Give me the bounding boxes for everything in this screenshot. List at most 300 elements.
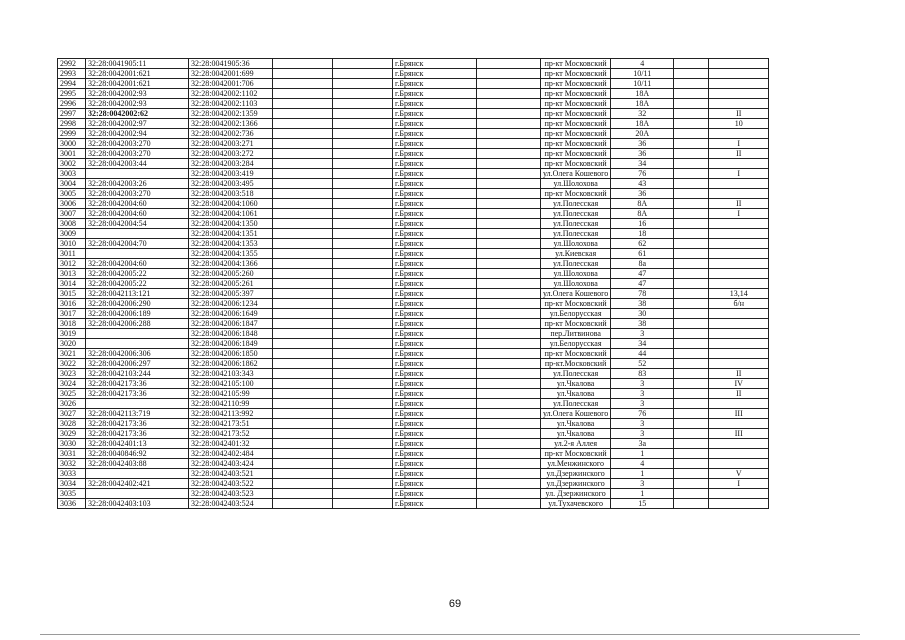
empty-cell bbox=[674, 179, 709, 189]
empty-cell bbox=[333, 469, 393, 479]
building-corpus-cell: II bbox=[709, 149, 769, 159]
empty-cell bbox=[674, 329, 709, 339]
table-row bbox=[58, 479, 769, 489]
empty-cell bbox=[273, 159, 333, 169]
street-cell: пр-кт Московский bbox=[541, 189, 611, 199]
empty-cell bbox=[674, 409, 709, 419]
house-number-cell: 3 bbox=[611, 379, 674, 389]
house-number-cell: 3 bbox=[611, 389, 674, 399]
table-row bbox=[58, 229, 769, 239]
empty-cell bbox=[477, 89, 541, 99]
building-corpus-cell bbox=[709, 79, 769, 89]
empty-cell bbox=[333, 199, 393, 209]
cadastral-parcel-cell: 32:28:0042173:36 bbox=[86, 419, 189, 429]
city-cell: г.Брянск bbox=[393, 249, 477, 259]
table-row bbox=[58, 459, 769, 469]
empty-cell bbox=[273, 169, 333, 179]
table-row bbox=[58, 239, 769, 249]
city-cell: г.Брянск bbox=[393, 439, 477, 449]
empty-cell bbox=[333, 169, 393, 179]
empty-cell bbox=[333, 459, 393, 469]
building-corpus-cell bbox=[709, 89, 769, 99]
house-number-cell: 4 bbox=[611, 459, 674, 469]
row-number-cell: 3011 bbox=[58, 249, 86, 259]
row-number-cell: 3015 bbox=[58, 289, 86, 299]
empty-cell bbox=[477, 199, 541, 209]
empty-cell bbox=[333, 489, 393, 499]
cadastral-building-cell: 32:28:0042004:1060 bbox=[189, 199, 273, 209]
empty-cell bbox=[273, 319, 333, 329]
street-cell: ул.Белорусская bbox=[541, 309, 611, 319]
cadastral-parcel-cell: 32:28:0042002:62 bbox=[86, 109, 189, 119]
city-cell: г.Брянск bbox=[393, 309, 477, 319]
cadastral-building-cell: 32:28:0042006:1848 bbox=[189, 329, 273, 339]
empty-cell bbox=[273, 429, 333, 439]
table-row bbox=[58, 409, 769, 419]
cadastral-parcel-cell: 32:28:0042002:93 bbox=[86, 89, 189, 99]
empty-cell bbox=[477, 99, 541, 109]
empty-cell bbox=[477, 379, 541, 389]
row-number-cell: 3025 bbox=[58, 389, 86, 399]
building-corpus-cell: I bbox=[709, 139, 769, 149]
table-row bbox=[58, 279, 769, 289]
building-corpus-cell bbox=[709, 179, 769, 189]
city-cell: г.Брянск bbox=[393, 149, 477, 159]
city-cell: г.Брянск bbox=[393, 259, 477, 269]
empty-cell bbox=[674, 119, 709, 129]
building-corpus-cell bbox=[709, 59, 769, 69]
street-cell: пр-кт.Московский bbox=[541, 359, 611, 369]
cadastral-parcel-cell: 32:28:0042004:60 bbox=[86, 259, 189, 269]
street-cell: ул.Олега Кошевого bbox=[541, 409, 611, 419]
cadastral-parcel-cell: 32:28:0042003:44 bbox=[86, 159, 189, 169]
empty-cell bbox=[674, 79, 709, 89]
cadastral-parcel-cell: 32:28:0042003:270 bbox=[86, 189, 189, 199]
city-cell: г.Брянск bbox=[393, 269, 477, 279]
street-cell: ул.Белорусская bbox=[541, 339, 611, 349]
cadastral-parcel-cell: 32:28:0042403:103 bbox=[86, 499, 189, 509]
empty-cell bbox=[477, 289, 541, 299]
row-number-cell: 3012 bbox=[58, 259, 86, 269]
street-cell: пр-кт Московский bbox=[541, 139, 611, 149]
empty-cell bbox=[333, 209, 393, 219]
city-cell: г.Брянск bbox=[393, 99, 477, 109]
house-number-cell: 34 bbox=[611, 159, 674, 169]
cadastral-building-cell: 32:28:0042002:1359 bbox=[189, 109, 273, 119]
row-number-cell: 2996 bbox=[58, 99, 86, 109]
empty-cell bbox=[477, 319, 541, 329]
city-cell: г.Брянск bbox=[393, 119, 477, 129]
row-number-cell: 2992 bbox=[58, 59, 86, 69]
bottom-divider bbox=[40, 634, 860, 635]
table-row bbox=[58, 499, 769, 509]
row-number-cell: 3003 bbox=[58, 169, 86, 179]
building-corpus-cell bbox=[709, 319, 769, 329]
building-corpus-cell bbox=[709, 249, 769, 259]
house-number-cell: 83 bbox=[611, 369, 674, 379]
empty-cell bbox=[333, 289, 393, 299]
city-cell: г.Брянск bbox=[393, 59, 477, 69]
house-number-cell: 44 bbox=[611, 349, 674, 359]
empty-cell bbox=[674, 269, 709, 279]
city-cell: г.Брянск bbox=[393, 179, 477, 189]
cadastral-parcel-cell: 32:28:0042004:60 bbox=[86, 209, 189, 219]
city-cell: г.Брянск bbox=[393, 329, 477, 339]
building-corpus-cell bbox=[709, 339, 769, 349]
empty-cell bbox=[273, 399, 333, 409]
empty-cell bbox=[273, 439, 333, 449]
empty-cell bbox=[273, 299, 333, 309]
house-number-cell: 34 bbox=[611, 339, 674, 349]
cadastral-building-cell: 32:28:0042173:52 bbox=[189, 429, 273, 439]
empty-cell bbox=[674, 309, 709, 319]
cadastral-building-cell: 32:28:0042003:284 bbox=[189, 159, 273, 169]
cadastral-building-cell: 32:28:0042005:397 bbox=[189, 289, 273, 299]
empty-cell bbox=[477, 309, 541, 319]
house-number-cell: 3 bbox=[611, 419, 674, 429]
cadastral-building-cell: 32:28:0042001:706 bbox=[189, 79, 273, 89]
empty-cell bbox=[674, 129, 709, 139]
empty-cell bbox=[674, 89, 709, 99]
empty-cell bbox=[674, 359, 709, 369]
empty-cell bbox=[477, 119, 541, 129]
empty-cell bbox=[333, 279, 393, 289]
row-number-cell: 3034 bbox=[58, 479, 86, 489]
empty-cell bbox=[333, 269, 393, 279]
empty-cell bbox=[477, 499, 541, 509]
table-row bbox=[58, 469, 769, 479]
empty-cell bbox=[333, 439, 393, 449]
empty-cell bbox=[273, 59, 333, 69]
street-cell: ул.Шолохова bbox=[541, 279, 611, 289]
city-cell: г.Брянск bbox=[393, 399, 477, 409]
empty-cell bbox=[273, 69, 333, 79]
cadastral-parcel-cell: 32:28:0042002:97 bbox=[86, 119, 189, 129]
empty-cell bbox=[333, 99, 393, 109]
empty-cell bbox=[273, 349, 333, 359]
street-cell: пр-кт Московский bbox=[541, 349, 611, 359]
house-number-cell: 16 bbox=[611, 219, 674, 229]
building-corpus-cell bbox=[709, 309, 769, 319]
empty-cell bbox=[273, 289, 333, 299]
street-cell: ул.Полесская bbox=[541, 209, 611, 219]
cadastral-building-cell: 32:28:0042105:100 bbox=[189, 379, 273, 389]
table-row bbox=[58, 209, 769, 219]
empty-cell bbox=[477, 339, 541, 349]
building-corpus-cell bbox=[709, 129, 769, 139]
cadastral-parcel-cell: 32:28:0042002:94 bbox=[86, 129, 189, 139]
empty-cell bbox=[477, 189, 541, 199]
table-row bbox=[58, 289, 769, 299]
building-corpus-cell bbox=[709, 259, 769, 269]
house-number-cell: 8а bbox=[611, 259, 674, 269]
city-cell: г.Брянск bbox=[393, 129, 477, 139]
empty-cell bbox=[333, 69, 393, 79]
row-number-cell: 3022 bbox=[58, 359, 86, 369]
cadastral-parcel-cell: 32:28:0042003:270 bbox=[86, 139, 189, 149]
table-row bbox=[58, 429, 769, 439]
empty-cell bbox=[333, 219, 393, 229]
city-cell: г.Брянск bbox=[393, 209, 477, 219]
empty-cell bbox=[273, 209, 333, 219]
cadastral-building-cell: 32:28:0042403:522 bbox=[189, 479, 273, 489]
table-row bbox=[58, 129, 769, 139]
row-number-cell: 3031 bbox=[58, 449, 86, 459]
street-cell: пр-кт Московский bbox=[541, 59, 611, 69]
building-corpus-cell bbox=[709, 459, 769, 469]
cadastral-building-cell: 32:28:0042403:521 bbox=[189, 469, 273, 479]
cadastral-building-cell: 32:28:0042006:1862 bbox=[189, 359, 273, 369]
cadastral-building-cell: 32:28:0042004:1351 bbox=[189, 229, 273, 239]
row-number-cell: 3016 bbox=[58, 299, 86, 309]
cadastral-building-cell: 32:28:0042006:1847 bbox=[189, 319, 273, 329]
empty-cell bbox=[273, 499, 333, 509]
empty-cell bbox=[333, 259, 393, 269]
cadastral-parcel-cell: 32:28:0042113:121 bbox=[86, 289, 189, 299]
cadastral-building-cell: 32:28:0042004:1350 bbox=[189, 219, 273, 229]
row-number-cell: 3021 bbox=[58, 349, 86, 359]
table-row bbox=[58, 69, 769, 79]
table-row bbox=[58, 109, 769, 119]
empty-cell bbox=[674, 479, 709, 489]
house-number-cell: 52 bbox=[611, 359, 674, 369]
cadastral-building-cell: 32:28:0042003:495 bbox=[189, 179, 273, 189]
empty-cell bbox=[333, 419, 393, 429]
empty-cell bbox=[674, 279, 709, 289]
empty-cell bbox=[477, 469, 541, 479]
row-number-cell: 3035 bbox=[58, 489, 86, 499]
street-cell: пер.Литвинова bbox=[541, 329, 611, 339]
table-row bbox=[58, 199, 769, 209]
cadastral-building-cell: 32:28:0042002:1103 bbox=[189, 99, 273, 109]
empty-cell bbox=[273, 259, 333, 269]
cadastral-building-cell: 32:28:0042110:99 bbox=[189, 399, 273, 409]
city-cell: г.Брянск bbox=[393, 429, 477, 439]
cadastral-building-cell: 32:28:0042006:1849 bbox=[189, 339, 273, 349]
empty-cell bbox=[333, 399, 393, 409]
empty-cell bbox=[333, 359, 393, 369]
empty-cell bbox=[333, 349, 393, 359]
empty-cell bbox=[674, 439, 709, 449]
table-row bbox=[58, 359, 769, 369]
street-cell: ул.Полесская bbox=[541, 259, 611, 269]
empty-cell bbox=[333, 159, 393, 169]
row-number-cell: 3008 bbox=[58, 219, 86, 229]
building-corpus-cell bbox=[709, 69, 769, 79]
table-row bbox=[58, 399, 769, 409]
empty-cell bbox=[273, 79, 333, 89]
house-number-cell: 1 bbox=[611, 489, 674, 499]
row-number-cell: 2993 bbox=[58, 69, 86, 79]
cadastral-building-cell: 32:28:0042006:1234 bbox=[189, 299, 273, 309]
row-number-cell: 3030 bbox=[58, 439, 86, 449]
cadastral-parcel-cell: 32:28:0042002:93 bbox=[86, 99, 189, 109]
house-number-cell: 47 bbox=[611, 269, 674, 279]
cadastral-parcel-cell: 32:28:0042005:22 bbox=[86, 279, 189, 289]
empty-cell bbox=[333, 379, 393, 389]
table-row bbox=[58, 339, 769, 349]
cadastral-parcel-cell: 32:28:0042005:22 bbox=[86, 269, 189, 279]
street-cell: ул.Полесская bbox=[541, 399, 611, 409]
empty-cell bbox=[477, 209, 541, 219]
row-number-cell: 3032 bbox=[58, 459, 86, 469]
house-number-cell: 47 bbox=[611, 279, 674, 289]
cadastral-building-cell: 32:28:0042003:271 bbox=[189, 139, 273, 149]
house-number-cell: 1 bbox=[611, 469, 674, 479]
city-cell: г.Брянск bbox=[393, 479, 477, 489]
empty-cell bbox=[674, 149, 709, 159]
empty-cell bbox=[333, 309, 393, 319]
row-number-cell: 3000 bbox=[58, 139, 86, 149]
empty-cell bbox=[273, 329, 333, 339]
house-number-cell: 3а bbox=[611, 439, 674, 449]
empty-cell bbox=[674, 169, 709, 179]
row-number-cell: 3017 bbox=[58, 309, 86, 319]
empty-cell bbox=[333, 149, 393, 159]
city-cell: г.Брянск bbox=[393, 459, 477, 469]
cadastral-building-cell: 32:28:0042105:99 bbox=[189, 389, 273, 399]
row-number-cell: 3004 bbox=[58, 179, 86, 189]
house-number-cell: 36 bbox=[611, 189, 674, 199]
row-number-cell: 3023 bbox=[58, 369, 86, 379]
empty-cell bbox=[674, 199, 709, 209]
cadastral-parcel-cell bbox=[86, 469, 189, 479]
empty-cell bbox=[273, 149, 333, 159]
house-number-cell: 15 bbox=[611, 499, 674, 509]
table-row bbox=[58, 169, 769, 179]
house-number-cell: 18А bbox=[611, 89, 674, 99]
row-number-cell: 3029 bbox=[58, 429, 86, 439]
empty-cell bbox=[674, 239, 709, 249]
street-cell: ул.Киевская bbox=[541, 249, 611, 259]
cadastral-parcel-cell: 32:28:0042001:621 bbox=[86, 79, 189, 89]
building-corpus-cell bbox=[709, 159, 769, 169]
empty-cell bbox=[674, 159, 709, 169]
empty-cell bbox=[477, 349, 541, 359]
table-row bbox=[58, 89, 769, 99]
empty-cell bbox=[273, 229, 333, 239]
empty-cell bbox=[477, 259, 541, 269]
register-table-body bbox=[58, 59, 769, 509]
empty-cell bbox=[477, 179, 541, 189]
cadastral-parcel-cell: 32:28:0042006:290 bbox=[86, 299, 189, 309]
empty-cell bbox=[674, 389, 709, 399]
city-cell: г.Брянск bbox=[393, 339, 477, 349]
building-corpus-cell: V bbox=[709, 469, 769, 479]
street-cell: ул.Менжинского bbox=[541, 459, 611, 469]
building-corpus-cell: II bbox=[709, 369, 769, 379]
empty-cell bbox=[674, 429, 709, 439]
city-cell: г.Брянск bbox=[393, 289, 477, 299]
city-cell: г.Брянск bbox=[393, 449, 477, 459]
row-number-cell: 3018 bbox=[58, 319, 86, 329]
cadastral-parcel-cell: 32:28:0041905:11 bbox=[86, 59, 189, 69]
empty-cell bbox=[333, 479, 393, 489]
table-row bbox=[58, 269, 769, 279]
empty-cell bbox=[674, 399, 709, 409]
empty-cell bbox=[477, 429, 541, 439]
house-number-cell: 3 bbox=[611, 479, 674, 489]
empty-cell bbox=[674, 339, 709, 349]
street-cell: пр-кт Московский bbox=[541, 449, 611, 459]
cadastral-parcel-cell: 32:28:0042113:719 bbox=[86, 409, 189, 419]
empty-cell bbox=[273, 469, 333, 479]
empty-cell bbox=[477, 369, 541, 379]
street-cell: ул.Полесская bbox=[541, 199, 611, 209]
empty-cell bbox=[273, 489, 333, 499]
city-cell: г.Брянск bbox=[393, 299, 477, 309]
cadastral-parcel-cell: 32:28:0042006:189 bbox=[86, 309, 189, 319]
row-number-cell: 3005 bbox=[58, 189, 86, 199]
empty-cell bbox=[273, 89, 333, 99]
table-row bbox=[58, 369, 769, 379]
empty-cell bbox=[674, 379, 709, 389]
building-corpus-cell bbox=[709, 269, 769, 279]
empty-cell bbox=[674, 469, 709, 479]
table-row bbox=[58, 119, 769, 129]
table-row bbox=[58, 79, 769, 89]
cadastral-building-cell: 32:28:0042003:518 bbox=[189, 189, 273, 199]
cadastral-building-cell: 32:28:0042004:1366 bbox=[189, 259, 273, 269]
empty-cell bbox=[477, 409, 541, 419]
table-row bbox=[58, 189, 769, 199]
empty-cell bbox=[477, 479, 541, 489]
city-cell: г.Брянск bbox=[393, 419, 477, 429]
building-corpus-cell bbox=[709, 189, 769, 199]
building-corpus-cell bbox=[709, 279, 769, 289]
city-cell: г.Брянск bbox=[393, 409, 477, 419]
city-cell: г.Брянск bbox=[393, 159, 477, 169]
cadastral-parcel-cell: 32:28:0042006:306 bbox=[86, 349, 189, 359]
empty-cell bbox=[674, 219, 709, 229]
empty-cell bbox=[333, 329, 393, 339]
empty-cell bbox=[273, 139, 333, 149]
empty-cell bbox=[273, 479, 333, 489]
city-cell: г.Брянск bbox=[393, 79, 477, 89]
cadastral-building-cell: 32:28:0042006:1850 bbox=[189, 349, 273, 359]
cadastral-building-cell: 32:28:0042005:260 bbox=[189, 269, 273, 279]
building-corpus-cell bbox=[709, 219, 769, 229]
empty-cell bbox=[333, 229, 393, 239]
house-number-cell: 3 bbox=[611, 429, 674, 439]
cadastral-parcel-cell: 32:28:0042004:70 bbox=[86, 239, 189, 249]
empty-cell bbox=[333, 179, 393, 189]
city-cell: г.Брянск bbox=[393, 199, 477, 209]
building-corpus-cell bbox=[709, 229, 769, 239]
house-number-cell: 76 bbox=[611, 169, 674, 179]
empty-cell bbox=[477, 169, 541, 179]
street-cell: ул.Шолохова bbox=[541, 179, 611, 189]
house-number-cell: 4 bbox=[611, 59, 674, 69]
empty-cell bbox=[333, 89, 393, 99]
table-row bbox=[58, 59, 769, 69]
empty-cell bbox=[273, 459, 333, 469]
empty-cell bbox=[273, 279, 333, 289]
street-cell: ул.Шолохова bbox=[541, 269, 611, 279]
cadastral-parcel-cell bbox=[86, 489, 189, 499]
house-number-cell: 30 bbox=[611, 309, 674, 319]
building-corpus-cell: 13,14 bbox=[709, 289, 769, 299]
empty-cell bbox=[333, 449, 393, 459]
row-number-cell: 2999 bbox=[58, 129, 86, 139]
row-number-cell: 2997 bbox=[58, 109, 86, 119]
table-row bbox=[58, 139, 769, 149]
empty-cell bbox=[477, 389, 541, 399]
building-corpus-cell: I bbox=[709, 169, 769, 179]
empty-cell bbox=[273, 419, 333, 429]
empty-cell bbox=[674, 319, 709, 329]
city-cell: г.Брянск bbox=[393, 369, 477, 379]
